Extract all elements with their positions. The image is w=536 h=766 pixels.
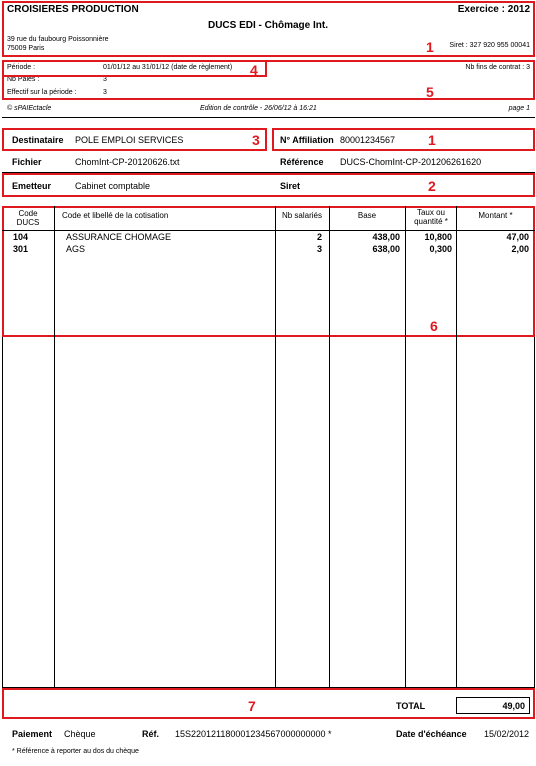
software-credit: © sPAIEctacle (7, 105, 52, 112)
reference-label: Référence (280, 157, 324, 167)
annotation-number: 6 (430, 318, 438, 334)
divider (2, 117, 535, 118)
annotation-box-header (2, 1, 535, 57)
column-divider (456, 206, 457, 688)
row-montant: 47,00 (506, 232, 529, 242)
affiliation-value: 80001234567 (340, 135, 396, 145)
total-label: TOTAL (396, 701, 426, 711)
address-line-1: 39 rue du faubourg Poissonnière (7, 36, 109, 43)
annotation-number: 7 (248, 698, 256, 714)
row-libelle: AGS (66, 244, 86, 254)
nb-paies-value: 3 (103, 76, 107, 83)
header-montant: Montant * (478, 211, 513, 220)
row-montant: 2,00 (511, 244, 529, 254)
fichier-value: ChomInt-CP-20120626.txt (75, 157, 180, 167)
annotation-number: 1 (428, 132, 436, 148)
annotation-number: 3 (252, 132, 260, 148)
row-code: 301 (13, 244, 29, 254)
periode-label: Période : (7, 64, 36, 71)
row-nb: 3 (316, 244, 322, 254)
table-row (2, 243, 535, 255)
row-base: 638,00 (372, 244, 400, 254)
document-title: DUCS EDI - Chômage Int. (207, 20, 328, 31)
annotation-number: 1 (426, 39, 434, 55)
column-divider (329, 206, 330, 688)
emetteur-label: Emetteur (12, 181, 52, 191)
echeance-label: Date d'échéance (396, 729, 467, 739)
header-taux: Taux ou quantité * (414, 208, 448, 226)
destinataire-label: Destinataire (12, 135, 64, 145)
periode-value: 01/01/12 au 31/01/12 (date de règlement) (103, 64, 233, 71)
siret-label: Siret (280, 181, 301, 191)
paiement-label: Paiement (12, 729, 53, 739)
header-code: Code DUCS (16, 209, 40, 227)
page-number: page 1 (508, 105, 530, 112)
address-line-2: 75009 Paris (7, 45, 45, 52)
edition-text: Edition de contrôle - 26/06/12 à 16:21 (200, 105, 317, 112)
nb-fins-contrat: Nb fins de contrat : 3 (465, 64, 530, 71)
destinataire-value: POLE EMPLOI SERVICES (75, 135, 184, 145)
header-base: Base (357, 211, 377, 220)
header-siret: Siret : 327 920 955 00041 (449, 42, 530, 49)
annotation-number: 4 (250, 62, 258, 78)
row-base: 438,00 (372, 232, 400, 242)
total-value: 49,00 (456, 697, 530, 714)
row-code: 104 (13, 232, 29, 242)
company-name: CROISIERES PRODUCTION (7, 4, 139, 15)
annotation-number: 2 (428, 178, 436, 194)
effectif-label: Effectif sur la période : (7, 89, 77, 96)
row-libelle: ASSURANCE CHOMAGE (66, 232, 172, 242)
echeance-value: 15/02/2012 (484, 729, 530, 739)
annotation-number: 5 (426, 84, 434, 100)
row-taux: 0,300 (429, 244, 452, 254)
ref-value: 15S220121180001234567000000000 * (175, 729, 332, 739)
emetteur-value: Cabinet comptable (75, 181, 151, 191)
paiement-value: Chèque (64, 729, 96, 739)
fichier-label: Fichier (12, 157, 42, 167)
row-taux: 10,800 (424, 232, 452, 242)
reference-value: DUCS-ChomInt-CP-201206261620 (340, 157, 482, 167)
exercice: Exercice : 2012 (457, 4, 530, 15)
table-row (2, 231, 535, 243)
ref-label: Réf. (142, 729, 160, 739)
column-divider (405, 206, 406, 688)
affiliation-label: N° Affiliation (280, 135, 334, 145)
payment-note: * Référence à reporter au dos du chèque (12, 748, 139, 755)
header-libelle: Code et libellé de la cotisation (62, 211, 169, 220)
row-nb: 2 (316, 232, 322, 242)
column-divider (275, 206, 276, 688)
nb-paies-label: Nb Paies : (7, 76, 40, 83)
effectif-value: 3 (103, 89, 107, 96)
header-nb: Nb salariés (281, 211, 322, 220)
column-divider (54, 206, 55, 688)
annotation-box-period-full (2, 60, 535, 100)
